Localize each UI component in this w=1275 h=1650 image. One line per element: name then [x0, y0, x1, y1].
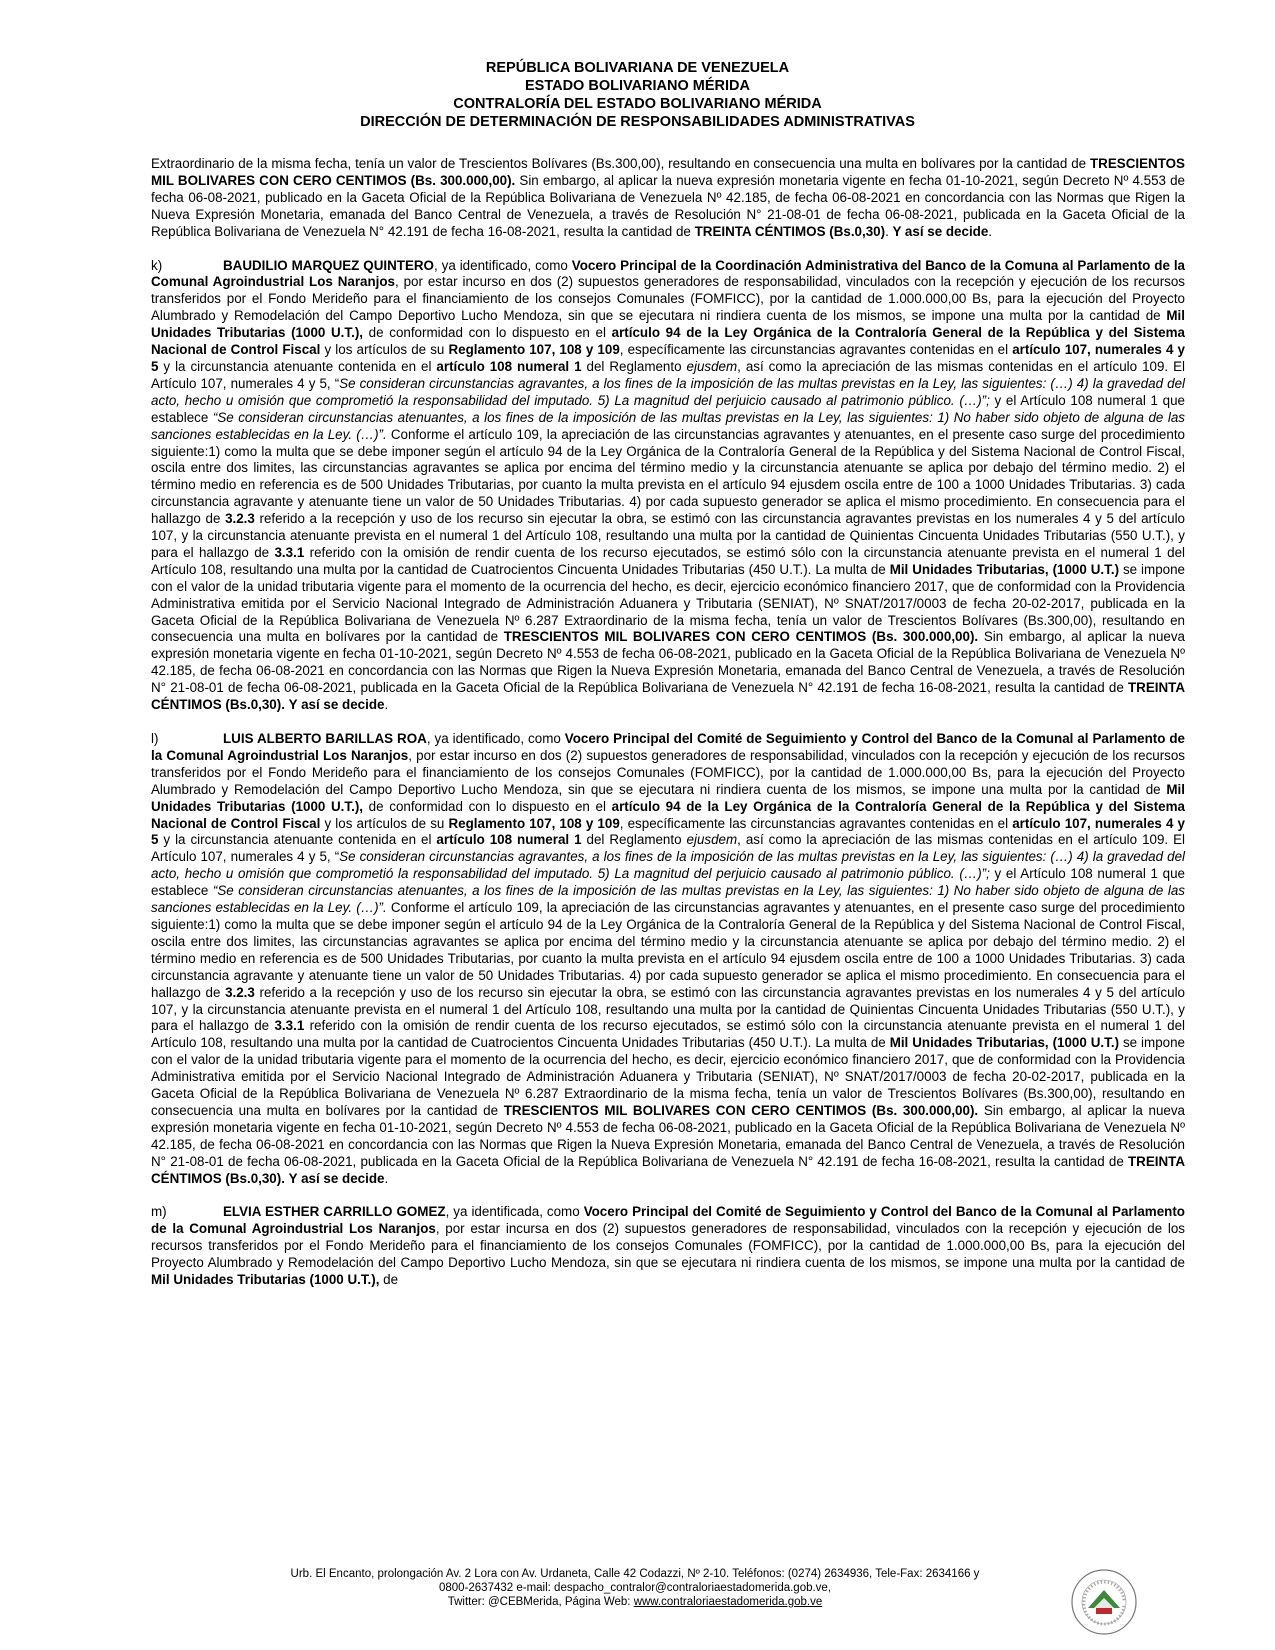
intro-paragraph: Extraordinario de la misma fecha, tenía un valor de Trescientos Bolívares (Bs.300,00), resultando en consecuencia una multa en bolívares por la cantidad de TRESCIENTOS MIL BOLIVARES CON CERO CENTIMOS (Bs. 300.000,00). Sin embargo, al aplicar la nueva expresión monetaria vigente en fecha 01-10-2021, según Decreto Nº 4.553 de fecha 06-08-2021, publicado en la Gaceta Oficial de la República Bolivariana de Venezuela Nº 42.185, de fecha 06-08-2021 en concordancia con las Normas que Rigen la Nueva Expresión Monetaria, emanada del Banco Central de Venezuela, a través de Resolución N° 21-08-01 de fecha 06-08-2021, publicada en la Gaceta Oficial de la República Bolivariana de Venezuela N° 42.191 de fecha 16-08-2021, resulta la cantidad de TREINTA CÉNTIMOS (Bs.0,30). Y así se decide.: [151, 156, 1186, 239]
person-name: LUIS ALBERTO BARILLAS ROA: [223, 731, 427, 746]
header-state: ESTADO BOLIVARIANO MÉRIDA: [524, 78, 751, 94]
paragraph-label: l): [151, 731, 159, 746]
person-role: Vocero Principal del Comité de Seguimiento y Control del Banco de la Comunal al Parlamento de la Comunal Agroindustrial Los Naranjos: [151, 1204, 1185, 1237]
person-role: Vocero Principal de la Coordinación Administrativa del Banco de la Comuna al Parlamento de la Comunal Agroindustrial Los Naranjos: [151, 257, 1185, 290]
footer-web: Twitter: @CEBMerida, Página Web: www.contraloriaestadomerida.gob.ve: [447, 1596, 823, 1608]
paragraph-l: l) LUIS ALBERTO BARILLAS ROA, ya identificado, como Vocero Principal del Comité de Seguimiento y Control del Banco de la Comunal al Parlamento de la Comunal Agroindustrial Los Naranjos, por estar incurso en dos (2) supuestos generadores de responsabilidad, vinculados con la recepción y ejecución de los recursos transferidos por el Fondo Merideño para el financiamiento de los consejos Comunales (FOMFICC), por la cantidad de 1.000.000,00 Bs, para la ejecución del Proyecto Alumbrado y Remodelación del Campo Deportivo Lucho Mendoza, sin que se ejecutara ni rindiera cuenta de los mismos, se impone una multa por la cantidad de Mil Unidades Tributarias (1000 U.T.), de conformidad con lo dispuesto en el artículo 94 de la Ley Orgánica de la Contraloría General de la República y del Sistema Nacional de Control Fiscal y los artículos de su Reglamento 107, 108 y 109, específicamente las circunstancias agravantes contenidas en el artículo 107, numerales 4 y 5 y la circunstancia atenuante contenida en el artículo 108 numeral 1 del Reglamento ejusdem, así como la apreciación de las mismas contenidas en el artículo 109. El Artículo 107, numerales 4 y 5, “Se consideran circunstancias agravantes, a los fines de la imposición de las multas previstas en la Ley, las siguientes: (…) 4) la gravedad del acto, hecho u omisión que comprometió la responsabilidad del imputado. 5) La magnitud del perjuicio causado al patrimonio público. (…)”; y el Artículo 108 numeral 1 que establece “Se consideran circunstancias atenuantes, a los fines de la imposición de las multas previstas en la Ley, las siguientes: 1) No haber sido objeto de alguna de las sanciones establecidas en la Ley. (…)”. Conforme el artículo 109, la apreciación de las circunstancias agravantes y atenuantes, en el presente caso surge del procedimiento siguiente:1) como la multa que se debe imponer según el artículo 94 de la Ley Orgánica de la Contraloría General de la República y del Sistema Nacional de Control Fiscal, oscila entre dos limites, las circunstancias agravantes se aplica por encima del término medio y la circunstancia atenuante se aplica por debajo del término medio. 2) el término medio en referencia es de 500 Unidades Tributarias, por cuanto la multa prevista en el artículo 94 ejusdem oscila entre de 100 a 1000 Unidades Tributarias. 3) cada circunstancia agravante y atenuante tiene un valor de 50 Unidades Tributarias. 4) por cada supuesto generador se aplica el mismo procedimiento. En consecuencia para el hallazgo de 3.2.3 referido a la recepción y uso de los recurso sin ejecutar la obra, se estimó con las circunstancia agravantes previstas en los numerales 4 y 5 del artículo 107, y la circunstancia atenuante prevista en el numeral 1 del Artículo 108, resultando una multa por la cantidad de Quinientas Cincuenta Unidades Tributarias (550 U.T.), y para el hallazgo de 3.3.1 referido con la omisión de rendir cuenta de los recurso ejecutados, se estimó sólo con la circunstancia atenuante prevista en el numeral 1 del Artículo 108, resultando una multa por la cantidad de Cuatrocientos Cincuenta Unidades Tributarias (450 U.T.). La multa de Mil Unidades Tributarias, (1000 U.T.) se impone con el valor de la unidad tributaria vigente para el momento de la ocurrencia del hecho, es decir, ejercicio económico financiero 2017, que de conformidad con la Providencia Administrativa emitida por el Servicio Nacional Integrado de Administración Aduanera y Tributaria (SENIAT), Nº SNAT/2017/0003 de fecha 20-02-2017, publicada en la Gaceta Oficial de la República Bolivariana de Venezuela Nº 6.287 Extraordinario de la misma fecha, tenía un valor de Trescientos Bolívares (Bs.300,00), resultando en consecuencia una multa en bolívares por la cantidad de TRESCIENTOS MIL BOLIVARES CON CERO CENTIMOS (Bs. 300.000,00). Sin embargo, al aplicar la nueva expresión monetaria vigente en fecha 01-10-2021, según Decreto Nº 4.553 de fecha 06-08-2021, publicado en la Gaceta Oficial de la República Bolivariana de Venezuela Nº 42.185, de fecha 06-08-2021 en concordancia con las Normas que Rigen la Nueva Expresión Monetaria, emanada del Banco Central de Venezuela, a través de Resolución N° 21-08-01 de fecha 06-08-2021, publicada en la Gaceta Oficial de la República Bolivariana de Venezuela N° 42.191 de fecha 16-08-2021, resulta la cantidad de TREINTA CÉNTIMOS (Bs.0,30). Y así se decide.: [151, 731, 1186, 1186]
person-role: Vocero Principal del Comité de Seguimiento y Control del Banco de la Comunal al Parlamento de la Comunal Agroindustrial Los Naranjos: [151, 731, 1185, 763]
footer-address: Urb. El Encanto, prolongación Av. 2 Lora con Av. Urdaneta, Calle 42 Codazzi, Nº 2-10. Teléfonos: (0274) 2634936, Tele-Fax: 2634166 y: [290, 1568, 980, 1580]
paragraph-label: m): [151, 1204, 167, 1220]
header-country: REPÚBLICA BOLIVARIANA DE VENEZUELA: [485, 60, 790, 76]
paragraph-m: m) ELVIA ESTHER CARRILLO GOMEZ, ya identificada, como Vocero Principal del Comité de Seguimiento y Control del Banco de la Comunal al Parlamento de la Comunal Agroindustrial Los Naranjos, por estar incursa en dos (2) supuestos generadores de responsabilidad, vinculados con la recepción y ejecución de los recursos transferidos por el Fondo Merideño para el financiamiento de los consejos Comunales (FOMFICC), por la cantidad de 1.000.000,00 Bs, para la ejecución del Proyecto Alumbrado y Remodelación del Campo Deportivo Lucho Mendoza, sin que se ejecutara ni rindiera cuenta de los mismos, se impone una multa por la cantidad de Mil Unidades Tributarias (1000 U.T.), de: [151, 1204, 1186, 1288]
document-body: [151, 156, 1185, 1306]
seal-band-shape: [1096, 1608, 1112, 1614]
website-link[interactable]: www.contraloriaestadomerida.gob.ve: [633, 1596, 823, 1608]
paragraph-k: k) BAUDILIO MARQUEZ QUINTERO, ya identificado, como Vocero Principal de la Coordinación Administrativa del Banco de la Comuna al Parlamento de la Comunal Agroindustrial Los Naranjos, por estar incurso en dos (2) supuestos generadores de responsabilidad, vinculados con la recepción y ejecución de los recursos transferidos por el Fondo Merideño para el financiamiento de los consejos Comunales (FOMFICC), por la cantidad de 1.000.000,00 Bs, para la ejecución del Proyecto Alumbrado y Remodelación del Campo Deportivo Lucho Mendoza, sin que se ejecutara ni rindiera cuenta de los mismos, se impone una multa por la cantidad de Mil Unidades Tributarias (1000 U.T.), de conformidad con lo dispuesto en el artículo 94 de la Ley Orgánica de la Contraloría General de la República y del Sistema Nacional de Control Fiscal y los artículos de su Reglamento 107, 108 y 109, específicamente las circunstancias agravantes contenidas en el artículo 107, numerales 4 y 5 y la circunstancia atenuante contenida en el artículo 108 numeral 1 del Reglamento ejusdem, así como la apreciación de las mismas contenidas en el artículo 109. El Artículo 107, numerales 4 y 5, “Se consideran circunstancias agravantes, a los fines de la imposición de las multas previstas en la Ley, las siguientes: (…) 4) la gravedad del acto, hecho u omisión que comprometió la responsabilidad del imputado. 5) La magnitud del perjuicio causado al patrimonio público. (…)”; y el Artículo 108 numeral 1 que establece “Se consideran circunstancias atenuantes, a los fines de la imposición de las multas previstas en la Ley, las siguientes: 1) No haber sido objeto de alguna de las sanciones establecidas en la Ley. (…)”. Conforme el artículo 109, la apreciación de las circunstancias agravantes y atenuantes, en el presente caso surge del procedimiento siguiente:1) como la multa que se debe imponer según el artículo 94 de la Ley Orgánica de la Contraloría General de la República y del Sistema Nacional de Control Fiscal, oscila entre dos limites, las circunstancias agravantes se aplica por encima del término medio y la circunstancia atenuante se aplica por debajo del término medio. 2) el término medio en referencia es de 500 Unidades Tributarias, por cuanto la multa prevista en el artículo 94 ejusdem oscila entre de 100 a 1000 Unidades Tributarias. 3) cada circunstancia agravante y atenuante tiene un valor de 50 Unidades Tributarias. 4) por cada supuesto generador se aplica el mismo procedimiento. En consecuencia para el hallazgo de 3.2.3 referido a la recepción y uso de los recurso sin ejecutar la obra, se estimó con las circunstancia agravantes previstas en los numerales 4 y 5 del artículo 107, y la circunstancia atenuante prevista en el numeral 1 del Artículo 108, resultando una multa por la cantidad de Quinientas Cincuenta Unidades Tributarias (550 U.T.), y para el hallazgo de 3.3.1 referido con la omisión de rendir cuenta de los recurso ejecutados, se estimó sólo con la circunstancia atenuante prevista en el numeral 1 del Artículo 108, resultando una multa por la cantidad de Cuatrocientos Cincuenta Unidades Tributarias (450 U.T.). La multa de Mil Unidades Tributarias, (1000 U.T.) se impone con el valor de la unidad tributaria vigente para el momento de la ocurrencia del hecho, es decir, ejercicio económico financiero 2017, que de conformidad con la Providencia Administrativa emitida por el Servicio Nacional Integrado de Administración Aduanera y Tributaria (SENIAT), Nº SNAT/2017/0003 de fecha 20-02-2017, publicada en la Gaceta Oficial de la República Bolivariana de Venezuela Nº 6.287 Extraordinario de la misma fecha, tenía un valor de Trescientos Bolívares (Bs.300,00), resultando en consecuencia una multa en bolívares por la cantidad de TRESCIENTOS MIL BOLIVARES CON CERO CENTIMOS (Bs. 300.000,00). Sin embargo, al aplicar la nueva expresión monetaria vigente en fecha 01-10-2021, según Decreto Nº 4.553 de fecha 06-08-2021, publicado en la Gaceta Oficial de la República Bolivariana de Venezuela Nº 42.185, de fecha 06-08-2021 en concordancia con las Normas que Rigen la Nueva Expresión Monetaria, emanada del Banco Central de Venezuela, a través de Resolución N° 21-08-01 de fecha 06-08-2021, publicada en la Gaceta Oficial de la República Bolivariana de Venezuela N° 42.191 de fecha 16-08-2021, resulta la cantidad de TREINTA CÉNTIMOS (Bs.0,30). Y así se decide.: [151, 257, 1186, 713]
footer-contact: 0800-2637432 e-mail: despacho_contralor@contraloriaestadomerida.gob.ve,: [438, 1582, 832, 1594]
document-footer: [200, 1567, 1070, 1609]
paragraph-label: k): [151, 257, 163, 273]
person-name: BAUDILIO MARQUEZ QUINTERO: [223, 257, 434, 273]
header-directorate: DIRECCIÓN DE DETERMINACIÓN DE RESPONSABILIDADES ADMINISTRATIVAS: [360, 114, 915, 130]
person-name: ELVIA ESTHER CARRILLO GOMEZ: [223, 1204, 446, 1220]
document-header: [0, 59, 1275, 131]
institution-seal-icon: [1070, 1568, 1138, 1636]
header-institution: CONTRALORÍA DEL ESTADO BOLIVARIANO MÉRIDA: [453, 96, 822, 112]
